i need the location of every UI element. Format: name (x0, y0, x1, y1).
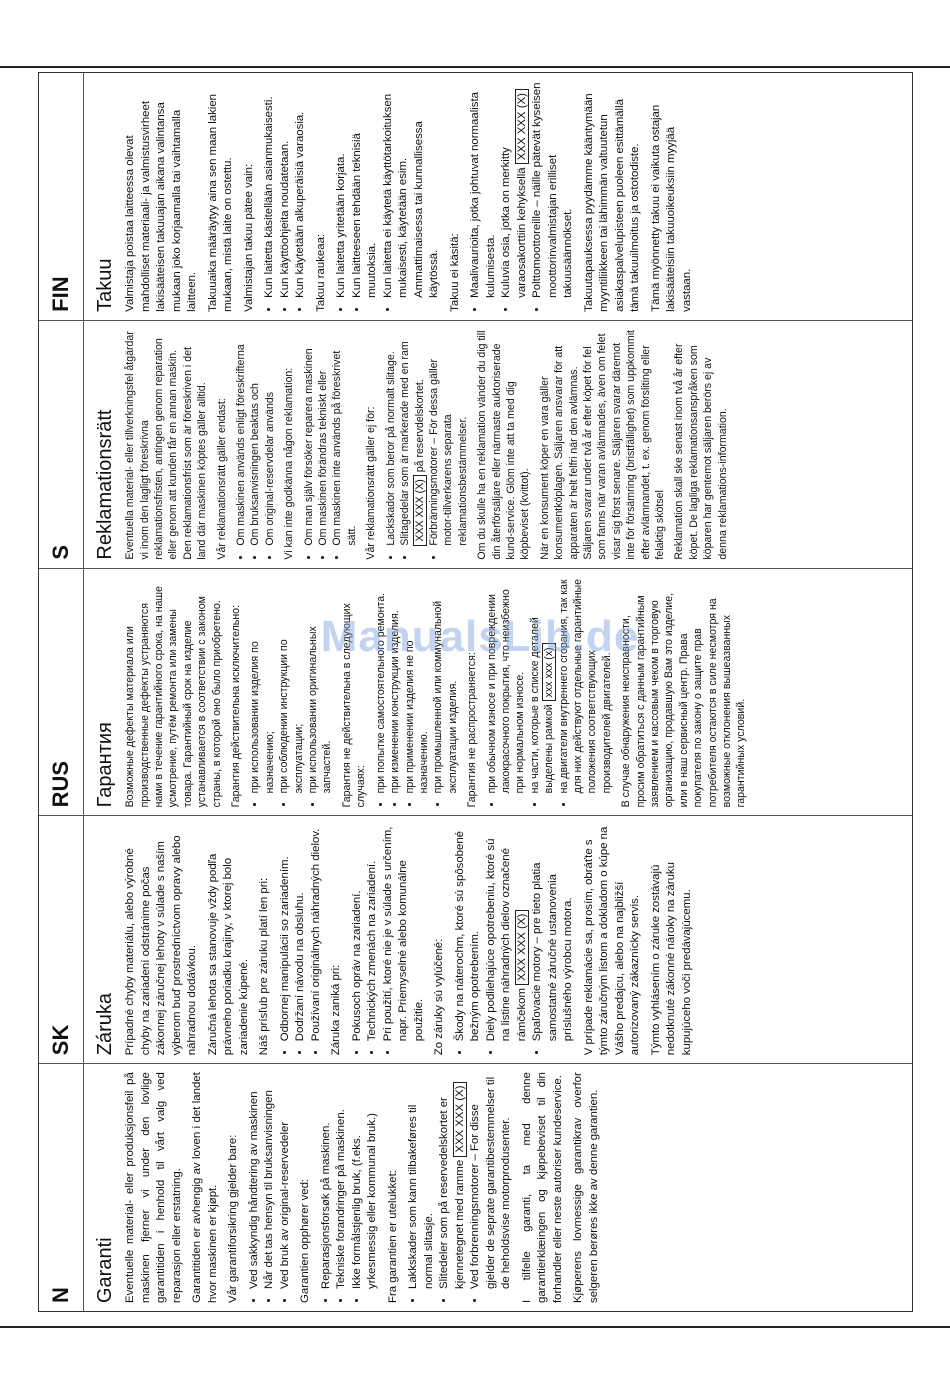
lang-header: SK (39, 816, 84, 1063)
list-item-text: Slitedeler som på reservedelskortet er kjennetegnet med ramme (438, 1097, 466, 1289)
part-code-box: XXX XXX (X) (453, 1082, 467, 1157)
paragraph: Záruka zaniká pri: (330, 964, 343, 1056)
part-code-box: XXX XXX (X) (515, 89, 529, 164)
list-item: • Škody na náterochm, ktoré sú spôsobené bežným opotrebením. (453, 824, 484, 1041)
paragraph: Reklamation skall ske senast inom två år efter köpet. De lagliga reklamationsanspråken som köparen har gentemot säljaren berörs ej av denna reklamations-information. (673, 343, 729, 560)
column-rus (39, 568, 912, 816)
column-body (84, 321, 735, 568)
warranty-table (38, 72, 913, 1312)
list-item: • Odbornej manipulácii so zariadením. (278, 824, 294, 1041)
paragraph: Valmistajan takuu pätee vain: (242, 163, 255, 312)
list-item: • Förbränningsmotorer – För dessa gäller motor-tillverkarens separata reklamationsbestämmelser. (427, 329, 470, 546)
list-item: • Om maskinen inte används på föreskrivet sätt. (330, 329, 359, 546)
list-item-text: Slitagedelar som är markerade med en ram (399, 341, 412, 546)
list-item: • Lakkskader som kann tilbakeføres til normal slitasje. (406, 1072, 437, 1289)
paragraph: När en konsument köper en vara gäller konsumentköplagen. Säljaren ansvarar för att apparaten är helt felfri när den avlämnas. Säljaren svarar under två år efter köpet för fel som fanns när varan avlämnades, även om felet visar sig först senare. Säljaren svarar däremot inte för försämring (bristfällighet) som uppkommit efter avlämnandet, t. ex. genom försliting eller felaktig skötsel (538, 330, 666, 560)
part-code-box: XXX XXX (X) (413, 475, 427, 545)
list-item: • Tekniske forandringer på maskinen. (334, 1072, 350, 1289)
list-item-text: på reservdelskortet. (413, 379, 426, 473)
section-title: Reklamationsrätt (94, 409, 116, 560)
column-body (84, 73, 700, 320)
paragraph: Zo záruky sú vylúčené: (433, 938, 446, 1056)
paragraph: Eventuelle material- eller produksjonsfeil på maskinen fjerner vi under den lovlige garantitiden i henhold til vårt valg ved reparasjon eller erstatning. (124, 1072, 183, 1303)
list-item: • Når det tas hensyn til bruksanvisningen (262, 1072, 278, 1289)
paragraph: V prípade reklamácie sa, prosím, obráťte s týmto záručným listom a dokladom o kúpe na Vášho predajcu, alebo na najbližší autorizovaný zákaznícky servis. (582, 826, 642, 1056)
list-item: • при соблюдении инструкции по эксплуатации; (277, 577, 306, 794)
list-item: • при промышленной или коммунальной эксплуатации изделия. (431, 577, 460, 794)
paragraph: Возможные дефекты материала или производственные дефекты устраняются нами в течение гарантийного срока, на наше усмотрение, путём ремонта или замены товара. Гарантийный срок на изделие устанавливается в соответствии с законом страны, в которой оно было приобретено. (124, 586, 223, 808)
list-item: • Pokusoch opráv na zariadení. (350, 824, 366, 1041)
paragraph: Garantien opphører ved: (299, 1178, 312, 1303)
bullet-list (406, 1072, 515, 1303)
paragraph: I tilfelle garanti, ta med denne garantierklæingen og kjøpebeviset til din forhandler eller neste autoriser kundeservice. (520, 1072, 564, 1303)
paragraph: Takuu raukeaa: (314, 233, 327, 312)
paragraph: Om du skulle ha en reklamation vänder du dig till din återförsäljare eller närmaste auktoriserade kund-service. Glöm inte att ta med dig köpbeviset (kvittot). (476, 330, 532, 560)
lang-header: N (39, 1064, 84, 1311)
lang-header: FIN (39, 73, 84, 320)
column-fin (39, 73, 912, 320)
list-item: • Om man själv försöker reparera maskinen (302, 329, 316, 546)
paragraph: Takuutapauksessa pyydämme kääntymään myyntiliikkeen tai lähimmän valtuutetun asiakaspalvelupisteen puoleen esittämällä tämä takuuilmoitus ja ostotodiste. (582, 93, 642, 312)
list-item: • Spaľovacie motory – pre tieto platia samostatné záručné ustanovenia príslušného výrobcu motora. (530, 824, 577, 1041)
lang-header: S (39, 321, 84, 568)
list-item: • Lackskador som beror på normalt slitage. (384, 329, 398, 546)
paragraph: Takuuaika määräytyy aina sen maan lakien mukaan, mistä laite on ostettu. (206, 94, 235, 312)
paragraph: Záručná lehota sa stanovuje vždy podľa právneho poriadku krajiny, v ktorej bolo zariadenie kúpené. (206, 853, 250, 1056)
list-item (437, 1072, 468, 1289)
paragraph: Vår reklamationsrätt gäller endast: (215, 398, 228, 560)
column-body (84, 816, 700, 1063)
list-item: • Technických zmenách na zariadení. (365, 824, 381, 1041)
bullet-list (384, 329, 470, 560)
top-rule (0, 66, 950, 68)
list-item: • при изменении конструкции изделия. (388, 577, 402, 794)
column-s (39, 320, 912, 568)
bottom-rule (0, 1326, 950, 1328)
paragraph: Takuu ei käsitä: (448, 233, 461, 312)
list-item: • Ved sakkyndig håndtering av maskinen (247, 1072, 263, 1289)
bullet-list (278, 824, 325, 1055)
list-item: • Kun laitetta yritetään korjata. (334, 81, 350, 298)
list-item: • при попытке самостоятельного ремонта. (374, 577, 388, 794)
bullet-list (302, 329, 360, 560)
list-item: • Maalivaurioita, jotka johtuvat normaalista kulumisesta. (468, 81, 499, 298)
list-item: • Pri použití, ktoré nie je v súlade s určením, napr. Priemyselné alebo komunálne použitie. (381, 824, 428, 1041)
list-item: • Kun laitteeseen tehdään teknisiä muutoksia. (350, 81, 381, 298)
list-item: • при использовании оригинальных запчастей. (306, 577, 335, 794)
list-item: • при использовании изделия по назначению; (248, 577, 277, 794)
rotated-page (38, 72, 913, 1312)
bullet-list (468, 81, 577, 312)
part-code-box: XXX XXX (X) (515, 910, 529, 985)
paragraph: Гарантия действительна исключительно: (230, 604, 243, 808)
part-code-box: xxx xxx (x) (542, 643, 556, 701)
list-item-text: на части, которые в списке деталей выделены рамкой (528, 617, 556, 794)
list-item (499, 81, 530, 298)
list-item: • Ikke formålstjenlig bruk, (f.eks. yrkesmessig eller kommunal bruk.) (350, 1072, 381, 1289)
list-item: • Om bruksanvisningen beaktas och (248, 329, 262, 546)
list-item: • Kun käytetään alkuperäisiä varaosia. (293, 81, 309, 298)
paragraph: Vår garantiforsikring gjelder bare: (227, 1134, 240, 1303)
list-item-text: Kuluvia osia, jotka on merkitty varaosakorttiin kehyksellä (500, 147, 528, 298)
list-item (484, 824, 531, 1041)
bullet-list (350, 824, 428, 1055)
paragraph: Vi kan inte godkänna någon reklamation: (283, 367, 296, 560)
list-item: • Ved bruk av original-reservedeler (278, 1072, 294, 1289)
list-item: • Om original-reservdelar används (263, 329, 277, 546)
bullet-list (247, 1072, 294, 1303)
list-item (528, 577, 557, 794)
list-item: • Polttomoottoreille – näille pätevät kyseisen moottorinvalmistajan erilliset takuusäännökset. (530, 81, 577, 298)
column-body (84, 1064, 607, 1311)
paragraph: В случае обнаружения неисправности, просим обратиться с данным гарантийным заявлением и кассовым чеком в торговую организацию, продавшую Вам это изделие, или в наш сервисный центр. Права покупателя по закону о защите прав потребителя остаются в силе несмотря на возможные отклонения вышеазванных гарантийных условий. (620, 592, 748, 808)
paragraph: Týmto vyhlásením o záruke zostávajú nedotknuté zákonné nároky na záruku kupujúceho voči predávajúcemu. (649, 862, 693, 1056)
list-item: • Reparasjonsforsøk på maskinen. (319, 1072, 335, 1289)
section-title: Takuu (94, 258, 116, 312)
bullet-list (319, 1072, 381, 1303)
list-item (398, 329, 427, 546)
paragraph: Tämä myönnetty takuu ei vaikuta ostajan lakisääteisiin takuuoikeuksiin myyjää vastaan. (649, 104, 693, 312)
bullet-list (453, 824, 577, 1055)
section-title: Гарантия (94, 722, 116, 808)
bullet-list (262, 81, 309, 312)
paragraph: Náš prísľub pre záruku platí len pri: (258, 877, 271, 1056)
list-item: • Ved forbrenningsmotorer – For disse gjelder de seprate garantibestemmelser til de heholdsvise motorprodusenter. (468, 1072, 515, 1289)
column-body (84, 569, 754, 816)
paragraph: Гарантия не распространяется: (466, 652, 479, 808)
list-item: • Kun laitetta ei käytetä käyttötarkoituksen mukaisesti, käytetään esim. Ammattimaisessa tai kunnallisessa käytössä. (381, 81, 443, 298)
list-item: • на двигатели внутреннего сгорания, так как для них действуют отдельные гарантийные положения соответствующих производителей двигателей. (557, 577, 615, 794)
paragraph: Garantitiden er avhengig av loven i det landet hvor maskinen er kjøpt. (191, 1072, 219, 1303)
list-item-text: Diely podliehajúce opotrebeniu, ktoré sú na listine náhradných dielov označené rámčekom (484, 838, 528, 1042)
paragraph: Vår reklamationsrätt gäller ej för: (365, 406, 378, 560)
paragraph: Fra garantien er utelukket: (386, 1170, 399, 1303)
list-item: • при применении изделия не по назначению. (403, 577, 432, 794)
list-item: • Om maskinen används enligt föreskrifterna (234, 329, 248, 546)
paragraph: Kjøperens lovmessige garantikrav overfor selgeren berøres ikke av denne garantien. (572, 1072, 600, 1303)
column-sk (39, 815, 912, 1063)
section-title: Záruka (94, 992, 116, 1056)
list-item: • Kun laitetta käsitellään asianmukaisesti. (262, 81, 278, 298)
section-title: Garanti (94, 1237, 116, 1303)
list-item: • Dodržaní návodu na obsluhu. (293, 824, 309, 1041)
paragraph: Гарантия не действительна в следующих случаях: (340, 603, 368, 808)
bullet-list (234, 329, 277, 560)
lang-header: RUS (39, 569, 84, 816)
list-item: • Používaní originálnych náhradných dielov. (309, 824, 325, 1041)
paragraph: Prípadné chyby materiálu, alebo výrobné chyby na zariadení odstránime počas zákonnej záručnej lehoty v súlade s naším výberom buď prostredníctvom opravy alebo náhradnou dodávkou. (124, 835, 199, 1056)
list-item: • при обычном износе и при повреждении лакокрасочного покрытия, что неизбежно при нормальном износе. (485, 577, 528, 794)
paragraph: Eventuella material- eller tillverkningsfel åtgärdar vi inom den lagligt föreskrivna reklamationsfristen, antingen genom reparation eller genom att kunden får en annan maskin. Den reklamationsfrist som är föreskriven i det land där maskinen köptes gäller alltid. (124, 331, 209, 560)
column-n (39, 1063, 912, 1311)
watermark: ManualsLib.de (320, 612, 640, 661)
paragraph: Valmistaja poistaa laitteessa olevat mahdolliset materiaali- ja valmistusvirheet lakisääteisen takuuajan aikana valintansa mukaan joko korjaamalla tai vaihtamalla laitteen. (124, 101, 199, 312)
list-item: • Kun käyttöohjeita noudatetaan. (278, 81, 294, 298)
list-item: • Om maskinen förändras tekniskt eller (316, 329, 330, 546)
bullet-list (334, 81, 443, 312)
